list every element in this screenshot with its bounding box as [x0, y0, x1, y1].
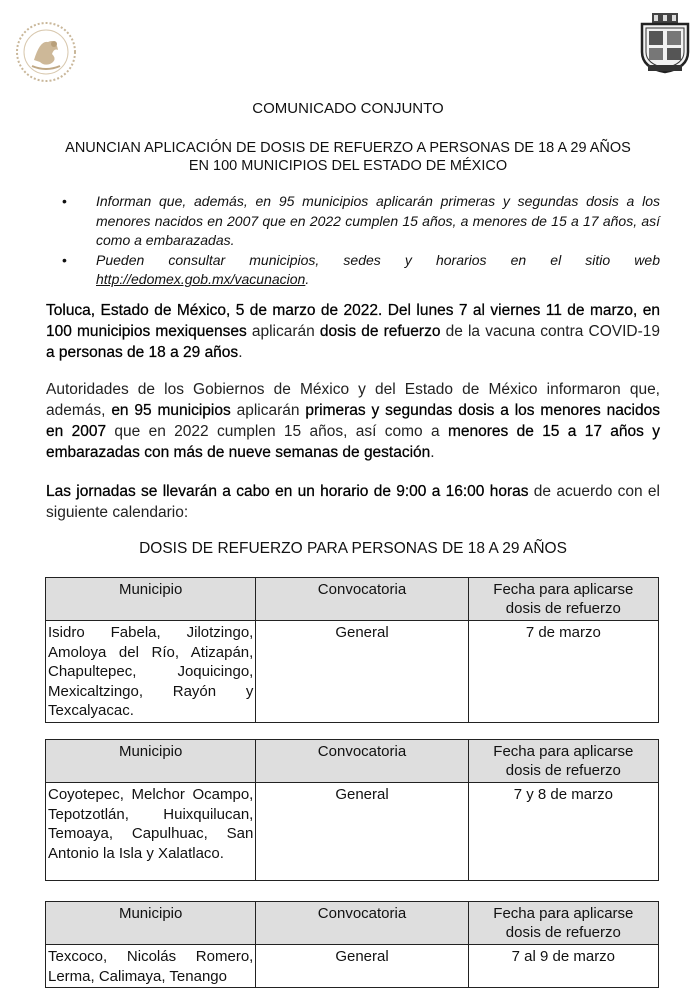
cell-fecha: 7 y 8 de marzo: [468, 783, 658, 881]
para1-c: dosis de refuerzo: [319, 323, 441, 340]
header-fecha-line2: dosis de refuerzo: [505, 924, 621, 941]
para1-a: Toluca, Estado de México, 5 de marzo de 2022. Del lunes 7 al viernes 11 de marzo, en 100 municipios mexiquenses: [46, 302, 660, 340]
para1-e: a personas de 18 a 29 años: [46, 344, 239, 361]
header-fecha-line2: dosis de refuerzo: [505, 762, 621, 779]
cell-fecha: 7 al 9 de marzo: [468, 945, 658, 988]
para2-b: en 95 municipios: [111, 402, 231, 419]
cell-fecha: 7 de marzo: [468, 621, 658, 723]
table-header-row: [46, 902, 659, 945]
para2-a: Autoridades de los Gobiernos de México y del Estado de México informaron que, además,: [46, 381, 660, 419]
document-subtitle: [40, 139, 656, 175]
paragraph-dateline: [46, 300, 660, 363]
section-title: DOSIS DE REFUERZO PARA PERSONAS DE 18 A 29 AÑOS: [139, 540, 567, 557]
table-header-row: [46, 740, 659, 783]
para3-b: de acuerdo con el siguiente calendario:: [46, 483, 660, 521]
para1-d: de la vacuna contra COVID-19: [440, 323, 661, 340]
subtitle-line-1: ANUNCIAN APLICACIÓN DE DOSIS DE REFUERZO A PERSONAS DE 18 A 29 AÑOS: [65, 140, 631, 156]
para2-f: menores de 15 a 17 años y embarazadas con más de nueve semanas de gestación: [46, 423, 660, 461]
para2-g: .: [430, 444, 435, 461]
header-fecha-line2: dosis de refuerzo: [505, 600, 621, 617]
bullet-item: [62, 192, 660, 251]
bullet-suffix: .: [305, 271, 310, 287]
header-municipio: Municipio: [46, 902, 256, 945]
bullet-text: [96, 251, 660, 290]
header-convocatoria: Convocatoria: [256, 578, 468, 621]
table-header-row: [46, 578, 659, 621]
header-convocatoria: Convocatoria: [256, 902, 468, 945]
table-row: [46, 621, 659, 723]
header-fecha-line1: Fecha para aplicarse: [493, 905, 634, 922]
calendar-table: [45, 739, 659, 881]
header-fecha-line1: Fecha para aplicarse: [493, 743, 634, 760]
subtitle-line-2: EN 100 MUNICIPIOS DEL ESTADO DE MÉXICO: [188, 158, 508, 174]
para3-a: Las jornadas se llevarán a cabo en un horario de 9:00 a 16:00 horas: [46, 483, 529, 500]
cell-convocatoria: General: [256, 783, 468, 881]
para2-e: que en 2022 cumplen 15 años, así como a: [106, 423, 448, 440]
header-fecha: [468, 578, 658, 621]
para1-b: aplicarán: [246, 323, 320, 340]
table-row: [46, 945, 659, 988]
bullet-text-lead: Pueden consultar municipios, sedes y horarios en el sitio web: [96, 251, 660, 268]
para2-d: primeras y segundas dosis a los menores nacidos en 2007: [46, 402, 660, 440]
bullet-dot-icon: •: [62, 193, 67, 209]
cell-municipios: Texcoco, Nicolás Romero, Lerma, Calimaya, Tenango: [46, 945, 256, 988]
mexico-eagle-seal-icon: [14, 20, 78, 84]
header-municipio: Municipio: [46, 578, 256, 621]
estado-de-mexico-coat-of-arms-icon: [638, 12, 692, 74]
paragraph-authorities: [46, 379, 660, 463]
header-fecha-line1: Fecha para aplicarse: [493, 581, 634, 598]
bullet-dot-icon: •: [62, 251, 67, 268]
cell-municipios: Isidro Fabela, Jilotzingo, Amoloya del Río, Atizapán, Chapultepec, Joquicingo, Mexicaltzingo, Rayón y Texcalyacac.: [46, 621, 256, 723]
cell-convocatoria: General: [256, 621, 468, 723]
bullet-text: Informan que, además, en 95 municipios aplicarán primeras y segundas dosis a los menores nacidos en 2007 que en 2022 cumplen 15 años, a menores de 15 a 17 años, así como a embarazadas.: [96, 193, 660, 248]
para1-f: .: [238, 344, 243, 361]
header-fecha: [468, 740, 658, 783]
paragraph-schedule: [46, 481, 660, 523]
header-municipio: Municipio: [46, 740, 256, 783]
cell-convocatoria: General: [256, 945, 468, 988]
para2-c: aplicarán: [230, 402, 306, 419]
header-fecha: [468, 902, 658, 945]
summary-bullets: [62, 192, 660, 290]
header-convocatoria: Convocatoria: [256, 740, 468, 783]
vacunacion-link[interactable]: http://edomex.gob.mx/vacunacion: [96, 271, 306, 287]
calendar-table: [45, 901, 659, 988]
document-heading: COMUNICADO CONJUNTO: [252, 100, 444, 117]
cell-municipios: Coyotepec, Melchor Ocampo, Tepotzotlán, Huixquilucan, Temoaya, Capulhuac, San Antonio la Isla y Xalatlaco.: [46, 783, 256, 881]
bullet-item: [62, 251, 660, 290]
calendar-table: [45, 577, 659, 723]
table-row: [46, 783, 659, 881]
